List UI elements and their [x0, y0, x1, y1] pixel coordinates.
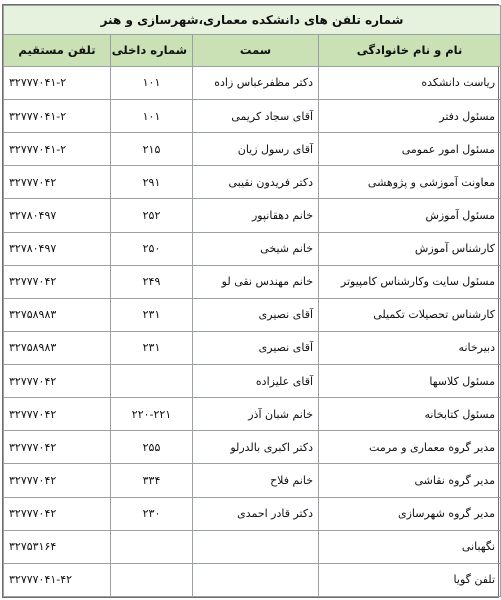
table-row	[4, 431, 501, 464]
table-row	[4, 100, 501, 133]
cell-direct-phone: ۳۲۷۵۸۹۸۳	[4, 298, 111, 331]
table-row	[4, 265, 501, 298]
cell-extension	[111, 365, 193, 398]
cell-direct-phone: ۳۲۷۷۷۰۴۱-۴۲	[4, 563, 111, 596]
cell-extension: ۲۵۲	[111, 199, 193, 232]
cell-direct-phone: ۳۲۷۵۸۹۸۳	[4, 331, 111, 364]
cell-name: تلفن گویا	[319, 563, 501, 596]
cell-name: ریاست دانشکده	[319, 66, 501, 99]
cell-direct-phone: ۳۲۷۷۷۰۴۲	[4, 166, 111, 199]
cell-direct-phone: ۳۲۷۸۰۴۹۷	[4, 199, 111, 232]
cell-extension	[111, 530, 193, 563]
cell-role: خانم دهقانپور	[193, 199, 319, 232]
cell-role: دکتر اکبری بالدرلو	[193, 431, 319, 464]
cell-direct-phone: ۳۲۷۷۷۰۴۲	[4, 365, 111, 398]
cell-name: مدیر گروه معماری و مرمت	[319, 431, 501, 464]
cell-name: مسئول سایت وکارشناس کامپیوتر	[319, 265, 501, 298]
cell-role: دکتر قادر احمدی	[193, 497, 319, 530]
header-row	[4, 34, 501, 66]
cell-extension: ۳۳۴	[111, 464, 193, 497]
cell-role	[193, 563, 319, 596]
cell-name: مسئول کتابخانه	[319, 398, 501, 431]
cell-role: خانم فلاح	[193, 464, 319, 497]
cell-role: خانم شیخی	[193, 232, 319, 265]
table-row	[4, 365, 501, 398]
cell-extension: ۱۰۱	[111, 100, 193, 133]
table-title: شماره تلفن های دانشکده معماری،شهرسازی و هنر	[4, 6, 501, 35]
table-row	[4, 66, 501, 99]
cell-extension: ۲۳۱	[111, 298, 193, 331]
cell-extension: ۲۳۰	[111, 497, 193, 530]
cell-direct-phone: ۳۲۷۸۰۴۹۷	[4, 232, 111, 265]
cell-extension: ۲۳۱	[111, 331, 193, 364]
cell-role: آقای نصیری	[193, 331, 319, 364]
cell-extension: ۲۴۹	[111, 265, 193, 298]
cell-direct-phone: ۳۲۷۷۷۰۴۲	[4, 497, 111, 530]
cell-role: آقای رسول زیان	[193, 133, 319, 166]
cell-name: مدیر گروه نقاشی	[319, 464, 501, 497]
table-row	[4, 530, 501, 563]
cell-direct-phone: ۳۲۷۷۷۰۴۲	[4, 398, 111, 431]
table-row	[4, 133, 501, 166]
cell-role: خانم مهندس نقی لو	[193, 265, 319, 298]
cell-name: دبیرخانه	[319, 331, 501, 364]
header-name: نام و نام خانوادگی	[319, 34, 501, 66]
cell-name: نگهبانی	[319, 530, 501, 563]
cell-direct-phone: ۳۲۷۷۷۰۴۲	[4, 431, 111, 464]
cell-direct-phone: ۳۲۷۵۳۱۶۴	[4, 530, 111, 563]
phone-table	[3, 5, 501, 597]
cell-extension: ۲۹۱	[111, 166, 193, 199]
cell-name: مسئول آموزش	[319, 199, 501, 232]
cell-extension: ۲۵۰	[111, 232, 193, 265]
cell-direct-phone: ۳۲۷۷۷۰۴۱-۲	[4, 100, 111, 133]
table-row	[4, 398, 501, 431]
cell-name: معاونت آموزشی و پژوهشی	[319, 166, 501, 199]
table-row	[4, 166, 501, 199]
cell-role: آقای علیزاده	[193, 365, 319, 398]
header-role: سمت	[193, 34, 319, 66]
table-row	[4, 563, 501, 596]
cell-name: مسئول دفتر	[319, 100, 501, 133]
table-row	[4, 298, 501, 331]
cell-name: مسئول کلاسها	[319, 365, 501, 398]
cell-extension: ۱۰۱	[111, 66, 193, 99]
table-row	[4, 464, 501, 497]
phone-directory	[2, 4, 499, 598]
table-row	[4, 232, 501, 265]
cell-direct-phone: ۳۲۷۷۷۰۴۱-۲	[4, 133, 111, 166]
cell-role: دکتر مظفرعباس زاده	[193, 66, 319, 99]
cell-name: کارشناس تحصیلات تکمیلی	[319, 298, 501, 331]
cell-role: خانم شبان آذر	[193, 398, 319, 431]
table-row	[4, 331, 501, 364]
cell-name: مدیر گروه شهرسازی	[319, 497, 501, 530]
table-row	[4, 199, 501, 232]
cell-role: دکتر فریدون نقیبی	[193, 166, 319, 199]
cell-extension	[111, 563, 193, 596]
table-row	[4, 497, 501, 530]
title-row	[4, 6, 501, 35]
cell-role: آقای نصیری	[193, 298, 319, 331]
cell-extension: ۲۵۵	[111, 431, 193, 464]
header-extension: شماره داخلی	[111, 34, 193, 66]
header-direct-phone: تلفن مستقیم	[4, 34, 111, 66]
cell-role	[193, 530, 319, 563]
cell-role: آقای سجاد کریمی	[193, 100, 319, 133]
cell-name: کارشناس آموزش	[319, 232, 501, 265]
cell-name: مسئول امور عمومی	[319, 133, 501, 166]
cell-direct-phone: ۳۲۷۷۷۰۴۲	[4, 265, 111, 298]
cell-extension: ۲۲۰-۲۲۱	[111, 398, 193, 431]
cell-direct-phone: ۳۲۷۷۷۰۴۲	[4, 464, 111, 497]
cell-extension: ۲۱۵	[111, 133, 193, 166]
cell-direct-phone: ۳۲۷۷۷۰۴۱-۲	[4, 66, 111, 99]
